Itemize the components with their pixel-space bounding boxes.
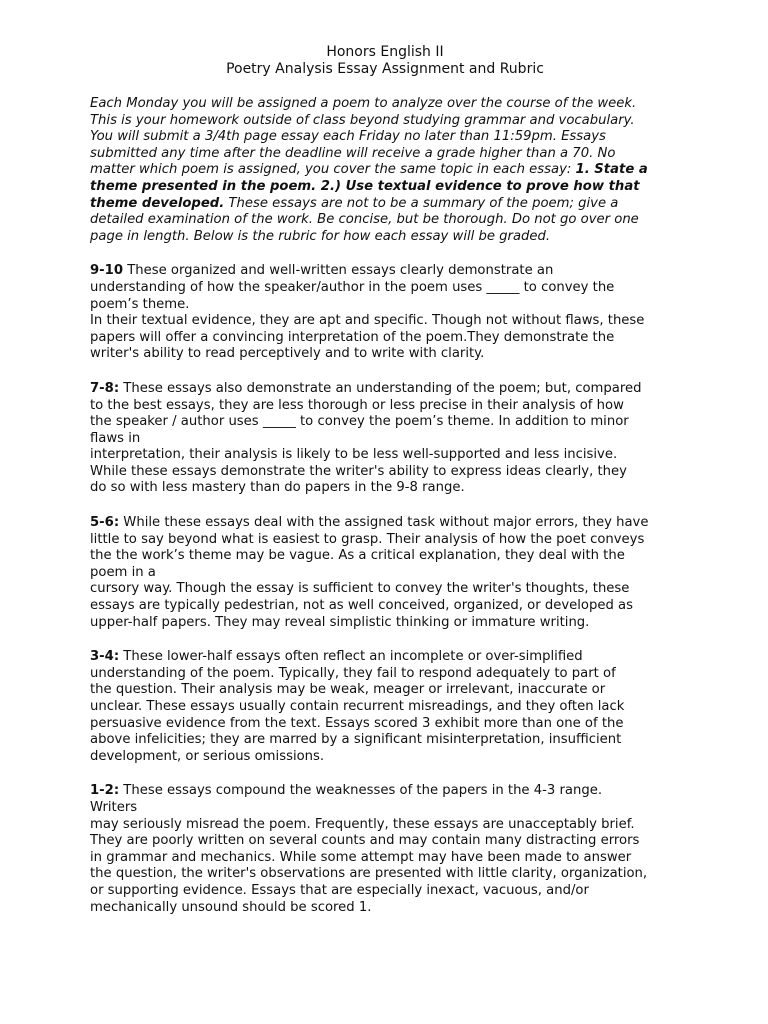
rubric-line: the question, the writer's observations are presented with little clarity, organization, [90,866,648,882]
rubric-score: 1-2: [90,783,120,799]
rubric-line: the question. Their analysis may be weak, meager or irrelevant, inaccurate or [90,682,606,698]
intro-bold-text: 1. State a [575,162,648,178]
rubric-line: Writers [90,799,138,815]
rubric-line: essays are typically pedestrian, not as well conceived, organized, or developed as [90,598,633,614]
rubric-line [90,515,680,532]
rubric-line: to the best essays, they are less thorough or less precise in their analysis of how [90,397,624,413]
rubric-line: upper-half papers. They may reveal simplistic thinking or immature writing. [90,614,590,630]
intro-bold-text: theme developed. [90,195,225,211]
rubric-line: In their textual evidence, they are apt and specific. Though not without flaws, these [90,313,645,329]
intro-line: page in length. Below is the rubric for how each essay will be graded. [90,228,551,244]
document-page [90,44,680,916]
intro-line: submitted any time after the deadline will receive a grade higher than a 70. No [90,145,616,161]
rubric-section [90,649,680,765]
intro-line: detailed examination of the work. Be concise, but be thorough. Do not go over one [90,212,639,228]
intro-line [90,162,680,179]
rubric [90,263,680,916]
rubric-line: understanding of how the speaker/author in the poem uses _____ to convey the [90,279,615,295]
rubric-line [90,263,680,280]
rubric-line: or supporting evidence. Essays that are especially inexact, vacuous, and/or [90,882,589,898]
rubric-line: interpretation, their analysis is likely to be less well-supported and less incisive. [90,447,618,463]
rubric-line: cursory way. Though the essay is sufficient to convey the writer's thoughts, these [90,581,630,597]
rubric-score: 5-6: [90,515,120,531]
rubric-line: poem in a [90,564,156,580]
rubric-line [90,381,680,398]
rubric-line: understanding of the poem. Typically, they fail to respond adequately to part of [90,665,616,681]
rubric-line: writer's ability to read perceptively and to write with clarity. [90,346,485,362]
intro-text: matter which poem is assigned, you cover the same topic in each essay: [90,162,576,178]
rubric-text: These essays also demonstrate an understanding of the poem; but, compared [119,380,642,396]
rubric-score: 9-10 [90,263,124,279]
rubric-line: poem’s theme. [90,296,190,312]
intro-text: These essays are not to be a summary of the poem; give a [224,195,619,211]
rubric-line: mechanically unsound should be scored 1. [90,899,372,915]
rubric-text: These organized and well-written essays clearly demonstrate an [123,263,554,279]
rubric-text: These lower-half essays often reflect an incomplete or over-simplified [119,649,583,665]
intro-bold-line: theme presented in the poem. 2.) Use textual evidence to prove how that [90,178,640,194]
rubric-line: the the work’s theme may be vague. As a critical explanation, they deal with the [90,548,625,564]
rubric-section [90,381,680,497]
rubric-line [90,649,680,666]
title-line-2: Poetry Analysis Essay Assignment and Rubric [226,61,544,77]
rubric-line: the speaker / author uses _____ to convey the poem’s theme. In addition to minor [90,414,629,430]
rubric-line: development, or serious omissions. [90,748,325,764]
rubric-section [90,515,680,631]
rubric-score: 7-8: [90,380,120,396]
intro-line: Each Monday you will be assigned a poem to analyze over the course of the week. [90,96,637,111]
intro-paragraph [90,96,680,245]
rubric-line: above infelicities; they are marred by a significant misinterpretation, insufficient [90,732,622,748]
rubric-line: persuasive evidence from the text. Essays scored 3 exhibit more than one of the [90,715,624,731]
rubric-text: While these essays deal with the assigned task without major errors, they have [119,515,649,531]
rubric-section [90,783,680,916]
title-line-1: Honors English II [326,44,444,60]
rubric-line: While these essays demonstrate the writer's ability to express ideas clearly, they [90,463,627,479]
rubric-line: They are poorly written on several counts and may contain many distracting errors [90,833,640,849]
intro-line: You will submit a 3/4th page essay each Friday no later than 11:59pm. Essays [90,129,606,145]
intro-line [90,196,680,213]
rubric-line: do so with less mastery than do papers in the 9-8 range. [90,480,465,496]
rubric-score: 3-4: [90,649,120,665]
rubric-line: flaws in [90,430,141,446]
rubric-line: in grammar and mechanics. While some attempt may have been made to answer [90,849,632,865]
rubric-text: These essays compound the weaknesses of the papers in the 4-3 range. [119,783,603,799]
rubric-line: little to say beyond what is easiest to grasp. Their analysis of how the poet conveys [90,531,645,547]
rubric-line: may seriously misread the poem. Frequently, these essays are unacceptably brief. [90,816,635,832]
intro-line: This is your homework outside of class beyond studying grammar and vocabulary. [90,112,635,128]
rubric-line: papers will offer a convincing interpretation of the poem.They demonstrate the [90,329,615,345]
rubric-section [90,263,680,363]
rubric-line: unclear. These essays usually contain recurrent misreadings, and they often lack [90,699,625,714]
rubric-line [90,783,680,800]
